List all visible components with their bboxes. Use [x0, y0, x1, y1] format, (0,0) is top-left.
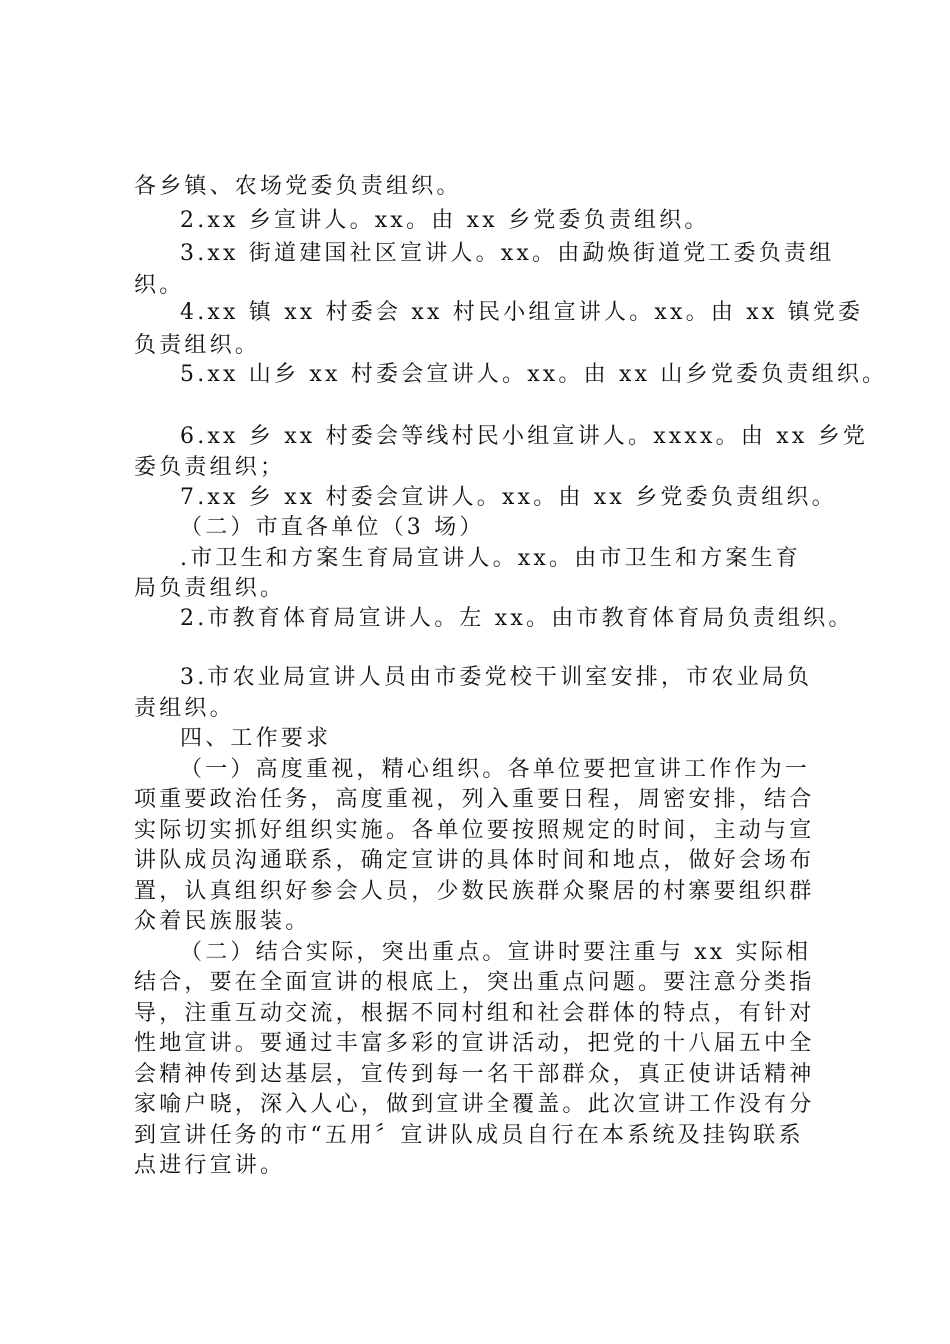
text-line: 性地宣讲。要通过丰富多彩的宣讲活动，把党的十八届五中全 [134, 1031, 815, 1056]
text-line: 讲队成员沟通联系，确定宣讲的具体时间和地点，做好会场布 [134, 848, 815, 873]
text-line: 到宣讲任务的市“五用〞宣讲队成员自行在本系统及挂钩联系 [134, 1123, 804, 1148]
text-line: 负责组织。 [134, 333, 261, 358]
text-line: 各乡镇、农场党委负责组织。 [134, 174, 462, 199]
section-heading: 四、工作要求 [180, 726, 332, 751]
text-line: 织。 [134, 273, 185, 298]
text-line: 3.市农业局宣讲人员由市委党校干训室安排，市农业局负 [180, 665, 813, 690]
text-line: 项重要政治任务，高度重视，列入重要日程，周密安排，结合 [134, 787, 815, 812]
text-line: 结合，要在全面宣讲的根底上，突出重点问题。要注意分类指 [134, 970, 815, 995]
section-heading: （二）市直各单位（3 场） [180, 515, 485, 540]
text-line: 5.xx 山乡 xx 村委会宣讲人。xx。由 xx 山乡党委负责组织。 [180, 362, 888, 387]
text-line: 4.xx 镇 xx 村委会 xx 村民小组宣讲人。xx。由 xx 镇党委 [180, 300, 864, 325]
text-line: 6.xx 乡 xx 村委会等线村民小组宣讲人。xxxx。由 xx 乡党 [180, 424, 869, 449]
text-line: 点进行宣讲。 [134, 1153, 286, 1178]
text-line: 责组织。 [134, 696, 235, 721]
text-line: 2.xx 乡宣讲人。xx。由 xx 乡党委负责组织。 [180, 208, 710, 233]
text-line: 导，注重互动交流，根据不同村组和社会群体的特点，有针对 [134, 1001, 815, 1026]
text-line: 会精神传到达基层，宣传到每一名干部群众，真正使讲话精神 [134, 1062, 815, 1087]
text-line: 家喻户晓，深入人心，做到宣讲全覆盖。此次宣讲工作没有分 [134, 1092, 815, 1117]
text-line: 7.xx 乡 xx 村委会宣讲人。xx。由 xx 乡党委负责组织。 [180, 485, 837, 510]
text-line: 3.xx 街道建国社区宣讲人。xx。由勐焕街道党工委负责组 [180, 241, 835, 266]
text-line: （二）结合实际，突出重点。宣讲时要注重与 xx 实际相 [180, 940, 812, 965]
text-line: 置，认真组织好参会人员，少数民族群众聚居的村寨要组织群 [134, 879, 815, 904]
text-line: 2.市教育体育局宣讲人。左 xx。由市教育体育局负责组织。 [180, 606, 854, 631]
text-line: （一）高度重视，精心组织。各单位要把宣讲工作作为一 [180, 757, 811, 782]
text-line: 众着民族服装。 [134, 909, 311, 934]
text-line: .市卫生和方案生育局宣讲人。xx。由市卫生和方案生育 [180, 546, 802, 571]
text-line: 委负责组织； [134, 455, 286, 480]
text-line: 实际切实抓好组织实施。各单位要按照规定的时间，主动与宣 [134, 818, 815, 843]
text-line: 局负责组织。 [134, 576, 286, 601]
